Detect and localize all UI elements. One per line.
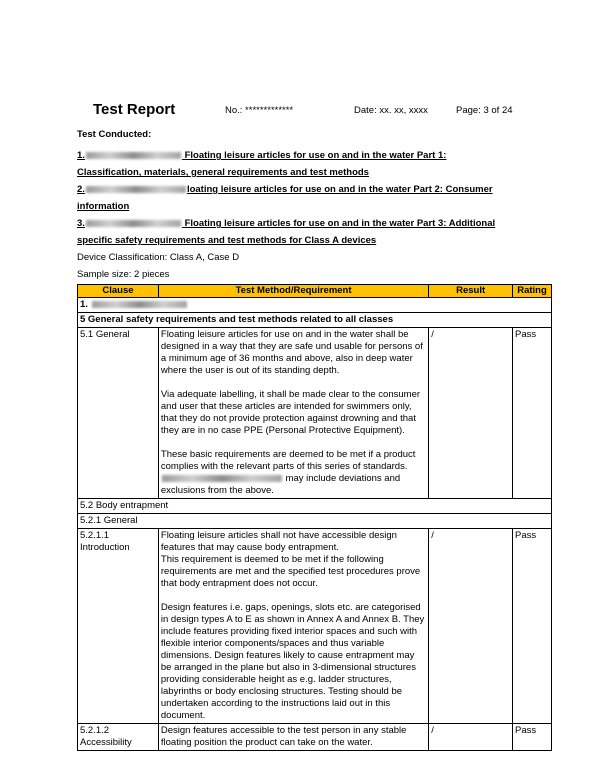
col-header-clause: Clause [78,285,159,298]
table-row [78,724,552,751]
clause-cell: 5.1 General [78,328,159,499]
requirement-cell: Floating leisure articles for use on and in the water shall be designed in a way that they are safe und usable for persons of a minimum age of 36 months and above, also in deep water where the user is out of its standing depth. Via adequate labelling, it shall be made clear to the consumer and user that these articles are intended for swimmers only, that they do not provide protection against drowning and that they are in no case PPE (Personal Protective Equipment). These basic requirements are deemed to be met if a product complies with the relevant parts of this series of standards. may include deviations and exclusions from the above. [158,328,428,499]
standard-3-line1: 3. Floating leisure articles for use on and in the water Part 3: Additional [77,218,496,229]
report-header [0,101,600,121]
clause-cell: 5.2.1.1 Introduction [78,529,159,724]
col-header-result: Result [429,285,513,298]
device-classification: Device Classification: Class A, Case D [77,252,240,263]
redacted-standard-code [86,186,186,193]
requirement-cell: Floating leisure articles shall not have accessible design features that may cause body entrapment. This requirement is deemed to be met if the following requirements are met and the specified test procedures prove that body entrapment does not occur. Design features i.e. gaps, openings, slots etc. are categorised in design types A to E as shown in Annex A and Annex B. They include features providing fixed interior spaces and such with flexible interior components/spaces and thus variable dimensions. Design features likely to cause entrapment may be arranged in the plane but also in 3-dimensional structures providing considerable height as e.g. ladder structures, labyrinths or body enclosing structures. Testing should be undertaken according to the instructions laid out in this document. [158,529,428,724]
standard-3-line2: specific safety requirements and test methods for Class A devices [77,235,377,246]
rating-cell: Pass [513,724,552,751]
rating-cell: Pass [513,328,552,499]
table-row [78,529,552,724]
redacted-standard-code [162,475,282,482]
report-date: Date: xx. xx, xxxx [354,105,428,116]
redacted-standard-code [86,220,181,227]
rating-cell: Pass [513,529,552,724]
page-indicator: Page: 3 of 24 [456,105,513,116]
sample-size: Sample size: 2 pieces [77,269,170,280]
table-row [78,298,552,313]
table-header-row [78,285,552,298]
redacted-standard-code [92,301,187,308]
report-number: No.: ************* [225,105,294,116]
standard-2-line2: information [77,201,130,212]
result-cell: / [429,529,513,724]
section-5-heading: 5 General safety requirements and test methods related to all classes [78,313,552,328]
result-cell: / [429,724,513,751]
requirements-table [77,284,552,751]
report-title: Test Report [93,101,176,118]
table-row [78,514,552,529]
col-header-rating: Rating [513,285,552,298]
clause-cell: 5.2.1.2 Accessibility [78,724,159,751]
table-row [78,499,552,514]
table-row [78,328,552,499]
requirement-cell: Design features accessible to the test person in any stable floating position the product can take on the water. [158,724,428,751]
standard-1-line2: Classification, materials, general requirements and test methods [77,167,369,178]
standard-2-line1: 2. loating leisure articles for use on and in the water Part 2: Consumer [77,184,493,195]
table-row [78,313,552,328]
col-header-method: Test Method/Requirement [158,285,428,298]
result-cell: / [429,328,513,499]
subsection-row: 5.2.1 General [78,514,552,529]
redacted-standard-code [86,152,181,159]
subsection-row: 5.2 Body entrapment [78,499,552,514]
standard-1-line1: 1. Floating leisure articles for use on and in the water Part 1: [77,150,447,161]
test-conducted-heading: Test Conducted: [77,129,152,140]
standard-ref-row: 1. [78,298,552,313]
